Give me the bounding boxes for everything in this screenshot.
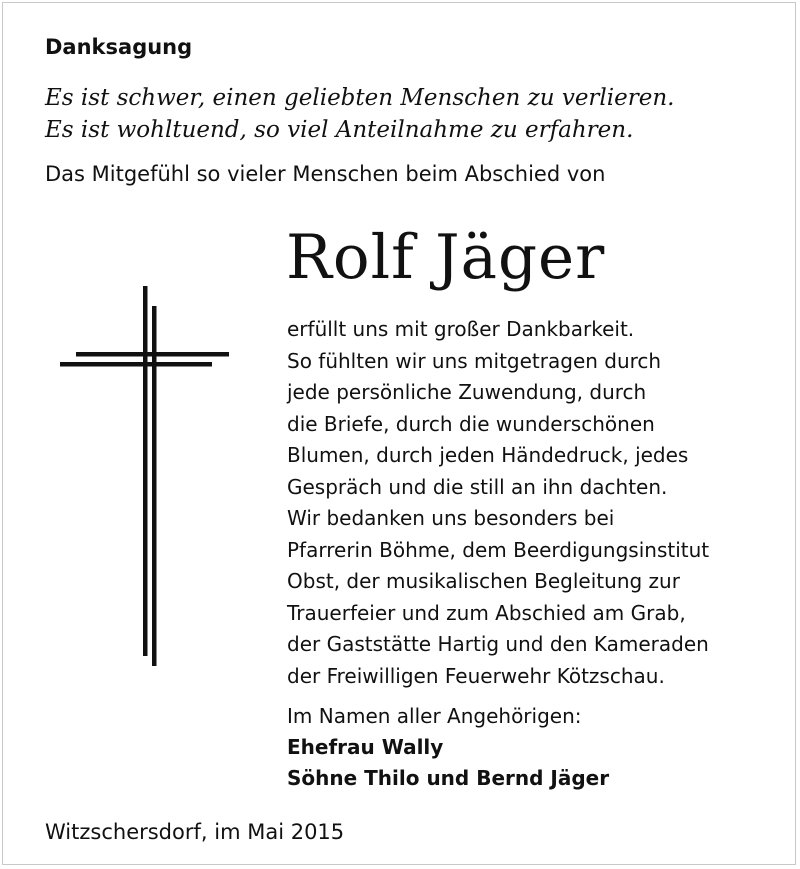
body-line: jede persönliche Zuwendung, durch (287, 380, 647, 404)
body-line: Blumen, durch jeden Händedruck, jedes (287, 443, 689, 467)
double-line-cross-icon (60, 280, 235, 670)
body-line: So fühlten wir uns mitgetragen durch (287, 348, 662, 373)
body-line: Pfarrerin Böhme, dem Beerdigungsinstitut (287, 537, 710, 562)
body-line: Wir bedanken uns besonders bei (287, 506, 615, 530)
signoff-block (287, 701, 609, 794)
body-line: der Freiwilligen Feuerwehr Kötzschau. (287, 663, 665, 688)
quote-line: Es ist schwer, einen geliebten Menschen zu verlieren. (45, 85, 675, 111)
body-line: Trauerfeier und zum Abschied am Grab, (287, 600, 686, 625)
intro-text: Das Mitgefühl so vieler Menschen beim Abschied von (45, 162, 606, 186)
body-line: erfüllt uns mit großer Dankbarkeit. (287, 317, 635, 341)
body-line: Obst, der musikalischen Begleitung zur (287, 569, 680, 593)
deceased-name: Rolf Jäger (286, 222, 606, 293)
signoff-line: Im Namen aller Angehörigen: (287, 704, 582, 728)
body-line: Gespräch und die still an ihn dachten. (287, 474, 668, 499)
notice-heading: Danksagung (45, 35, 193, 59)
signoff-name: Söhne Thilo und Bernd Jäger (287, 766, 610, 790)
quote-block (45, 82, 674, 146)
body-line: die Briefe, durch die wunderschönen (287, 411, 655, 436)
place-date: Witzschersdorf, im Mai 2015 (45, 820, 345, 844)
body-line: der Gaststätte Hartig und den Kameraden (287, 632, 709, 656)
signoff-name: Ehefrau Wally (287, 735, 444, 759)
thanks-body (287, 314, 709, 692)
quote-line: Es ist wohltuend, so viel Anteilnahme zu erfahren. (45, 117, 634, 143)
